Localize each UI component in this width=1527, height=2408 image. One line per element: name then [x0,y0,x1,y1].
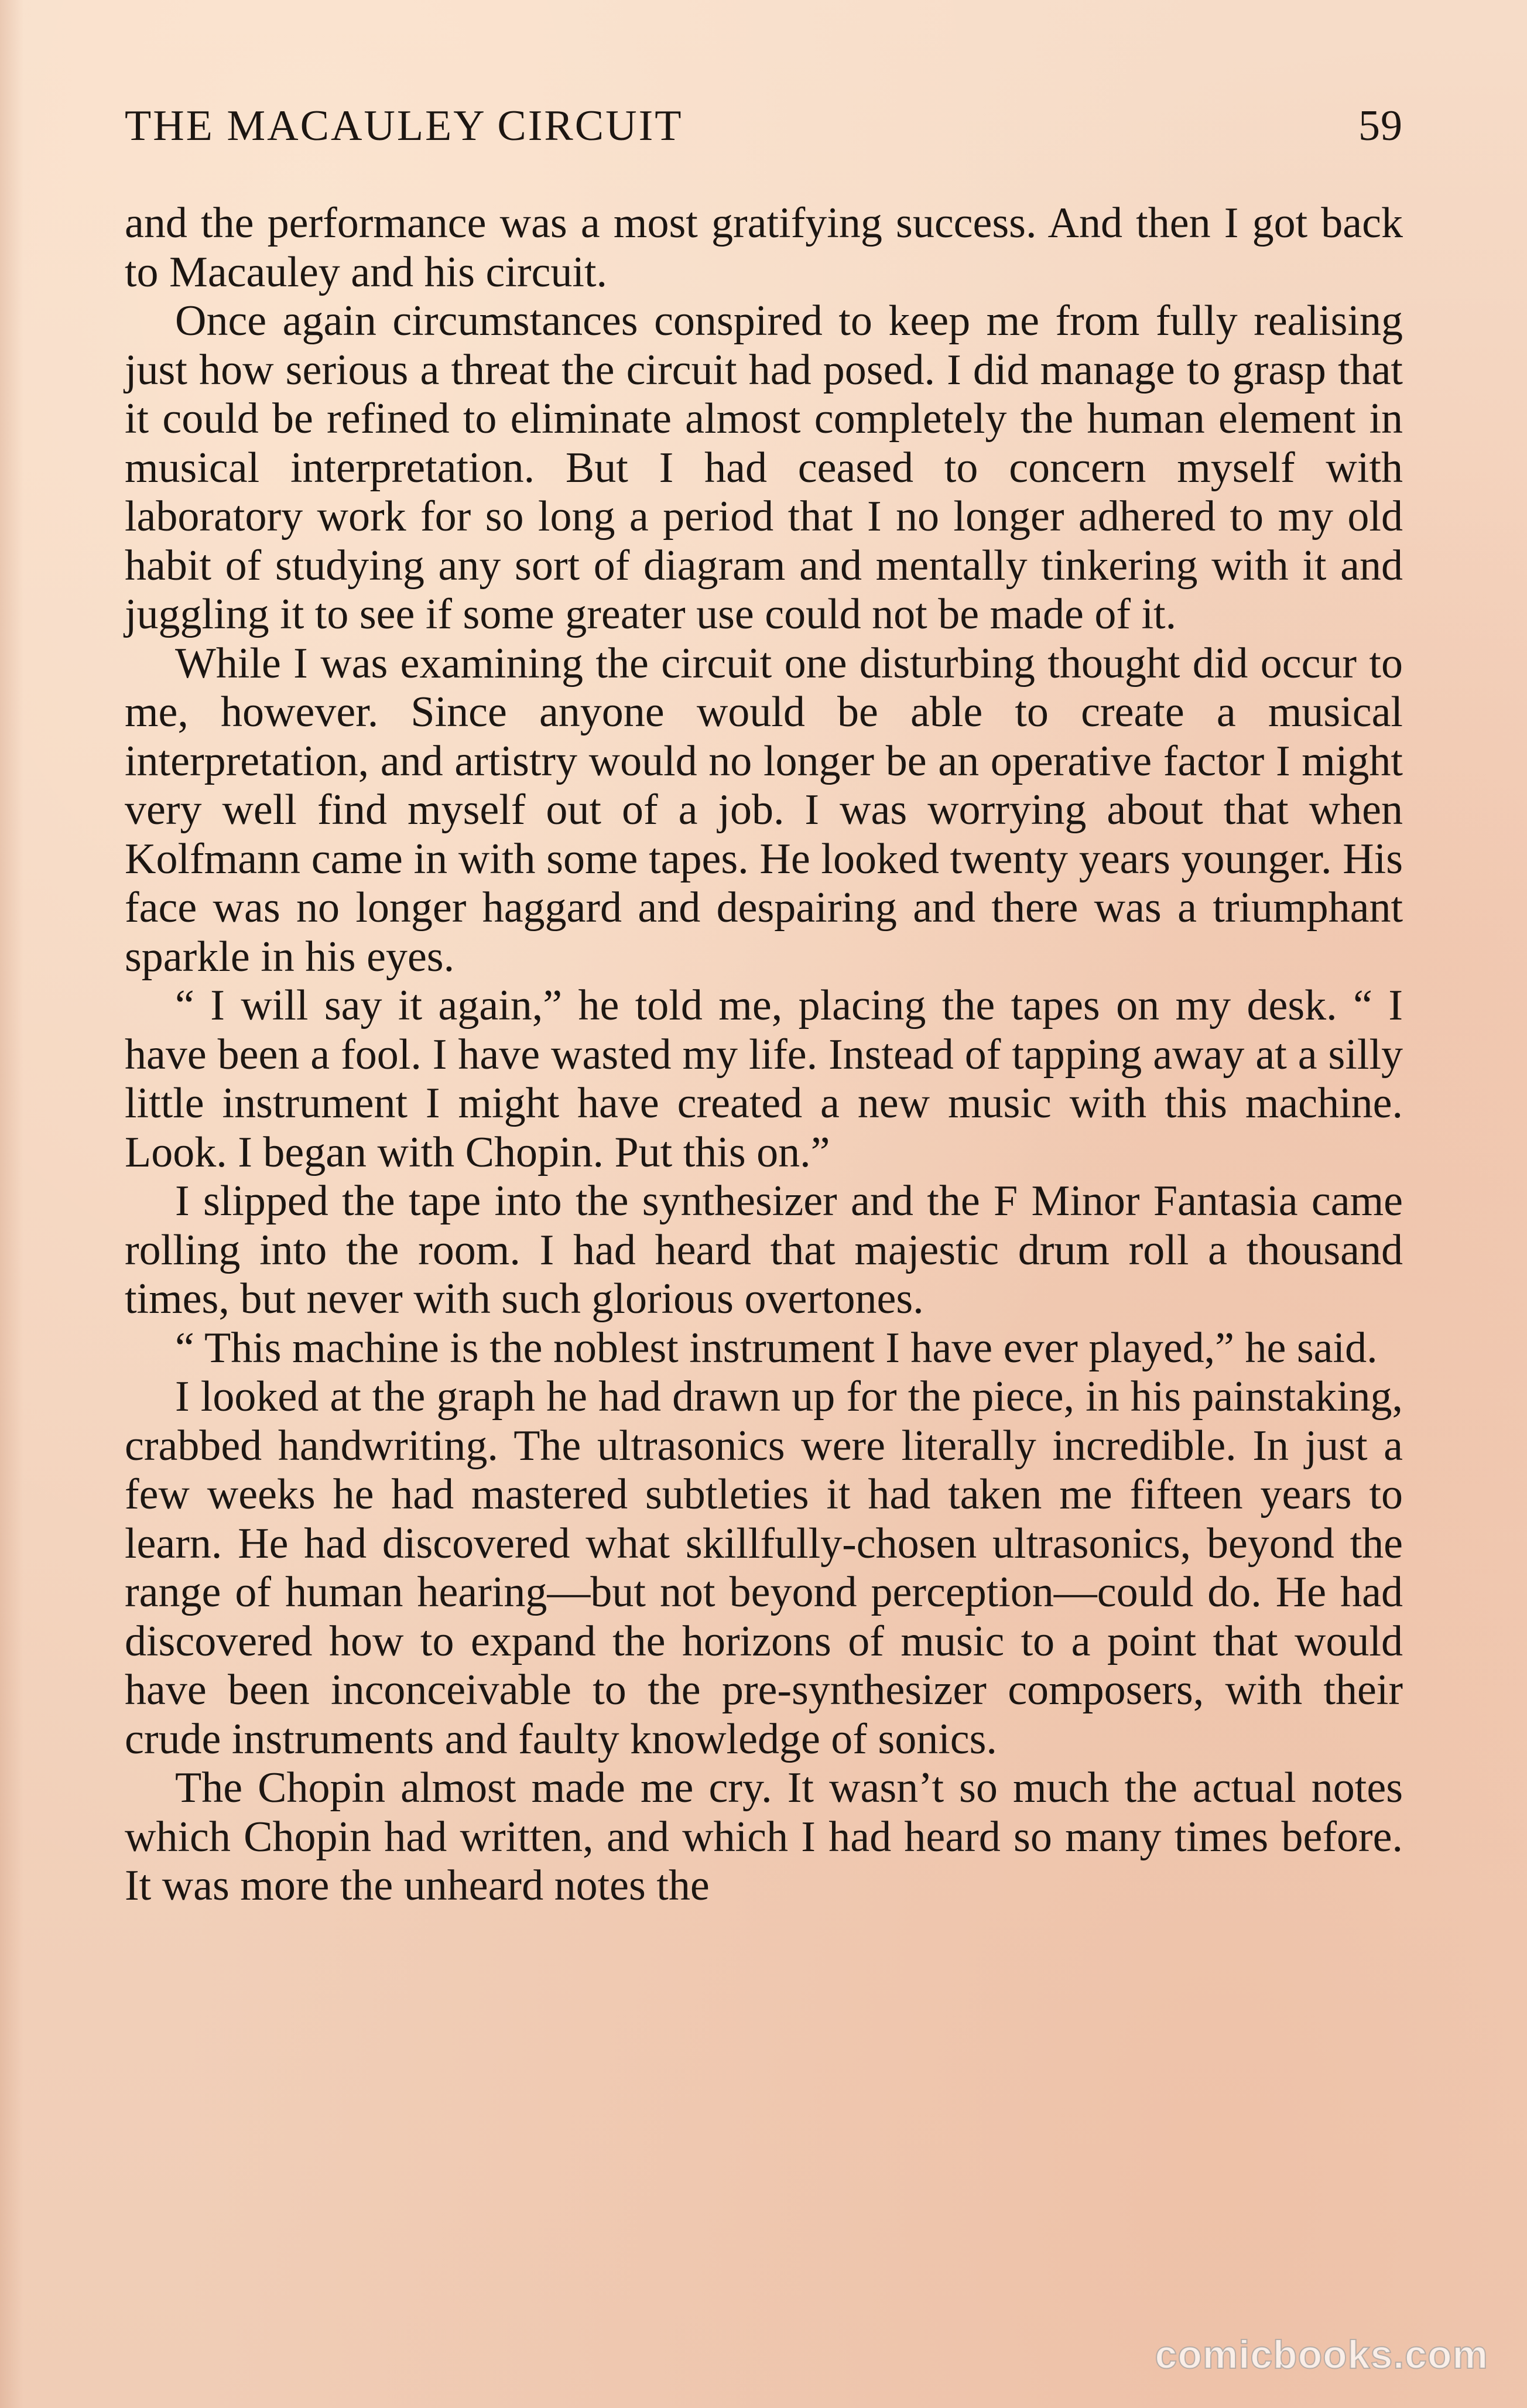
paragraph: “ This machine is the noblest instrument I have ever played,” he said. [175,1323,1378,1372]
paragraph: and the performance was a most gratifying success. And then I got back to Macauley and his circuit. [125,199,1403,296]
running-title: THE MACAULEY CIRCUIT [125,102,683,150]
page-number: 59 [1358,102,1403,150]
paragraph: I slipped the tape into the synthesizer and the F Minor Fantasia came rolling into the room. I had heard that majestic drum roll a thousand times, but never with such glorious overtones. [125,1177,1403,1323]
paragraph: While I was examining the circuit one disturbing thought did occur to me, however. Since anyone would be able to create a musical interpretation, and artistry would no longer be an operative factor I might very well find myself out of a job. I was worrying about that when Kolfmann came in with some tapes. He looked twenty years younger. His face was no longer haggard and despairing and there was a triumphant sparkle in his eyes. [125,639,1403,981]
paragraph: The Chopin almost made me cry. It wasn’t so much the actual notes which Chopin had written, and which I had heard so many times before. It was more the unheard notes the [125,1764,1403,1910]
body-text [125,199,1403,1911]
paragraph: Once again circumstances conspired to keep me from fully realising just how serious a threat the circuit had posed. I did manage to grasp that it could be refined to eliminate almost completely the human element in musical interpretation. But I had ceased to concern myself with laboratory work for so long a period that I no longer adhered to my old habit of studying any sort of diagram and mentally tinkering with it and juggling it to see if some greater use could not be made of it. [125,297,1403,638]
watermark: comicbooks.com [1155,2332,1488,2377]
paragraph: I looked at the graph he had drawn up for the piece, in his painstaking, crabbed handwriting. The ultrasonics were literally incredible. In just a few weeks he had mastered subtleties it had taken me fifteen years to learn. He had discovered what skillfully-chosen ultrasonics, beyond the range of human hearing—but not beyond perception—could do. He had discovered how to expand the horizons of music to a point that would have been inconceivable to the pre-synthesizer composers, with their crude instruments and faulty knowledge of sonics. [125,1373,1403,1763]
paragraph: “ I will say it again,” he told me, placing the tapes on my desk. “ I have been a fool. I have wasted my life. Instead of tapping away at a silly little instrument I might have created a new music with this machine. Look. I began with Chopin. Put this on.” [125,981,1403,1176]
page-header [125,100,1403,152]
